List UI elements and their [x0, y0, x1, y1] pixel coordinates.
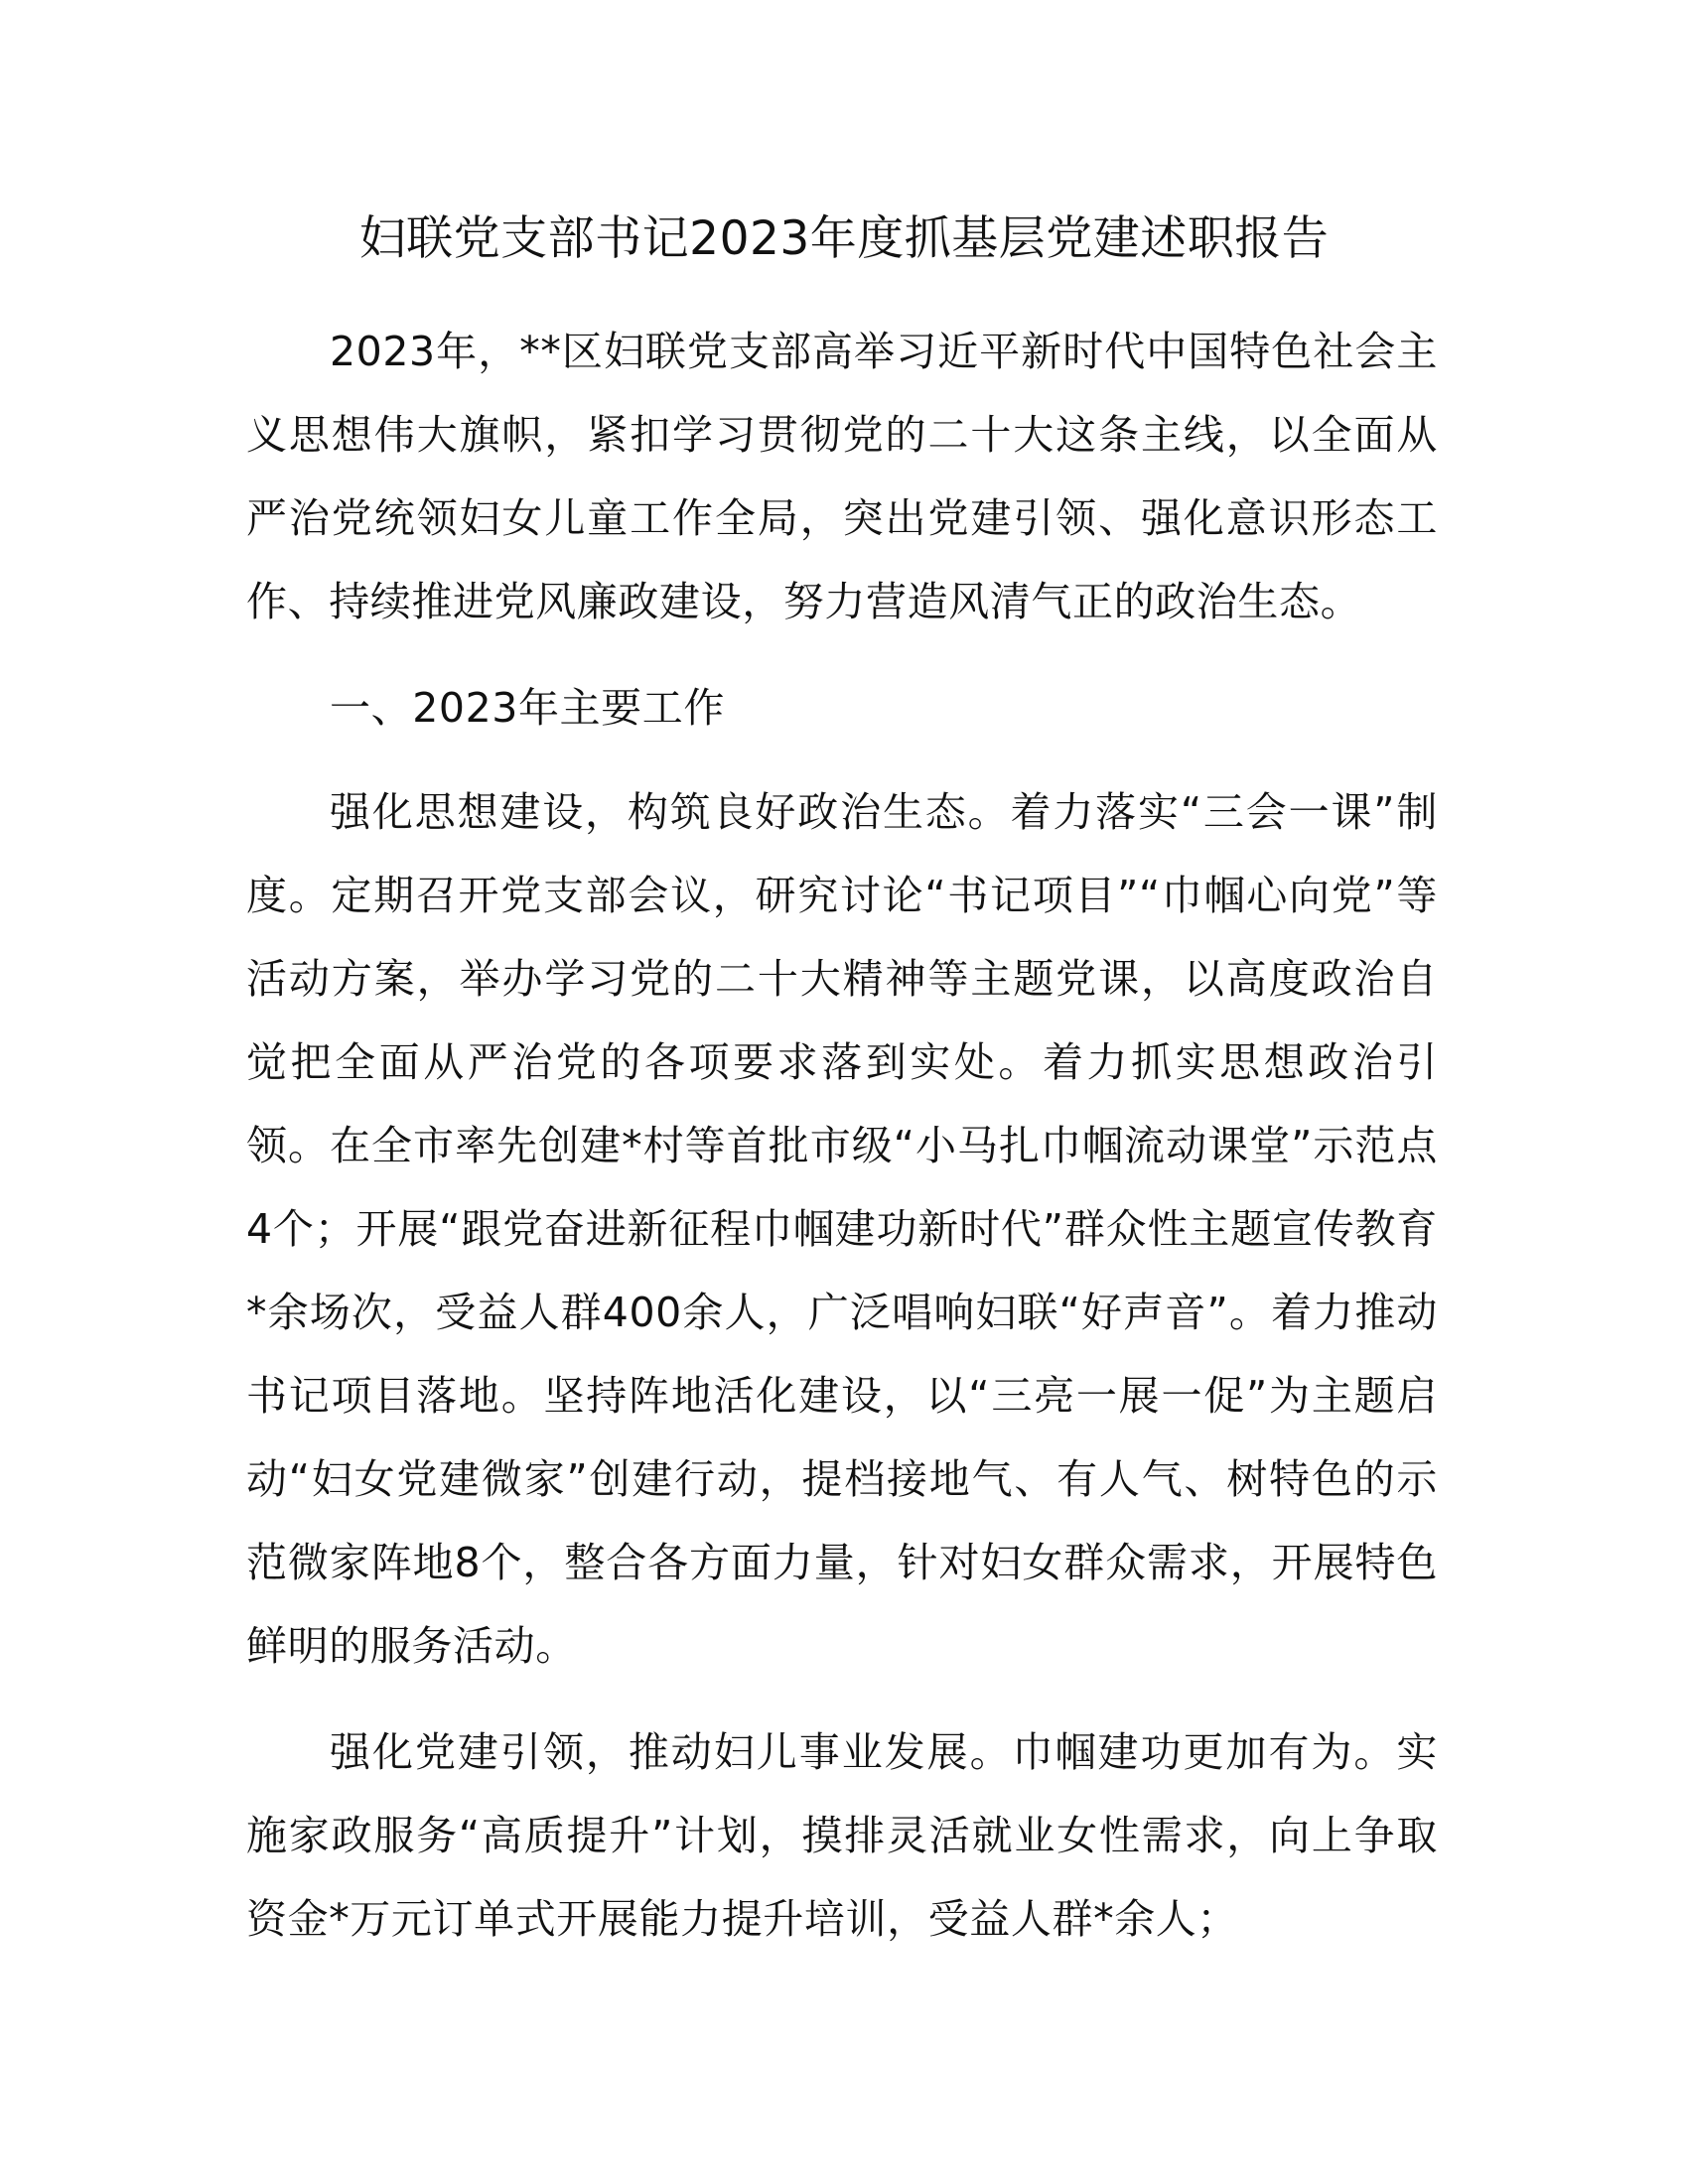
section-paragraph-1: 强化思想建设，构筑良好政治生态。着力落实“三会一课”制度。定期召开党支部会议，研究讨论“书记项目”“巾帼心向党”等活动方案，举办学习党的二十大精神等主题党课，以高度政治自觉把全面从严治党的各项要求落到实处。着力抓实思想政治引领。在全市率先创建*村等首批市级“小马扎巾帼流动课堂”示范点4个；开展“跟党奋进新征程巾帼建功新时代”群众性主题宣传教育*余场次，受益人群400余人，广泛唱响妇联“好声音”。着力推动书记项目落地。坚持阵地活化建设，以“三亮一展一促”为主题启动“妇女党建微家”创建行动，提档接地气、有人气、树特色的示范微家阵地8个，整合各方面力量，针对妇女群众需求，开展特色鲜明的服务活动。	[246, 788, 1438, 1670]
intro-paragraph: 2023年，**区妇联党支部高举习近平新时代中国特色社会主义思想伟大旗帜，紧扣学习贯彻党的二十大这条主线，以全面从严治党统领妇女儿童工作全局，突出党建引领、强化意识形态工作、持续推进党风廉政建设，努力营造风清气正的政治生态。	[246, 328, 1438, 625]
section-paragraph-2: 强化党建引领，推动妇儿事业发展。巾帼建功更加有为。实施家政服务“高质提升”计划，摸排灵活就业女性需求，向上争取资金*万元订单式开展能力提升培训，受益人群*余人；	[246, 1728, 1438, 1943]
document-body	[246, 310, 1438, 1983]
document-title: 妇联党支部书记2023年度抓基层党建述职报告	[358, 211, 1330, 266]
section-heading: 一、2023年主要工作	[330, 684, 725, 732]
